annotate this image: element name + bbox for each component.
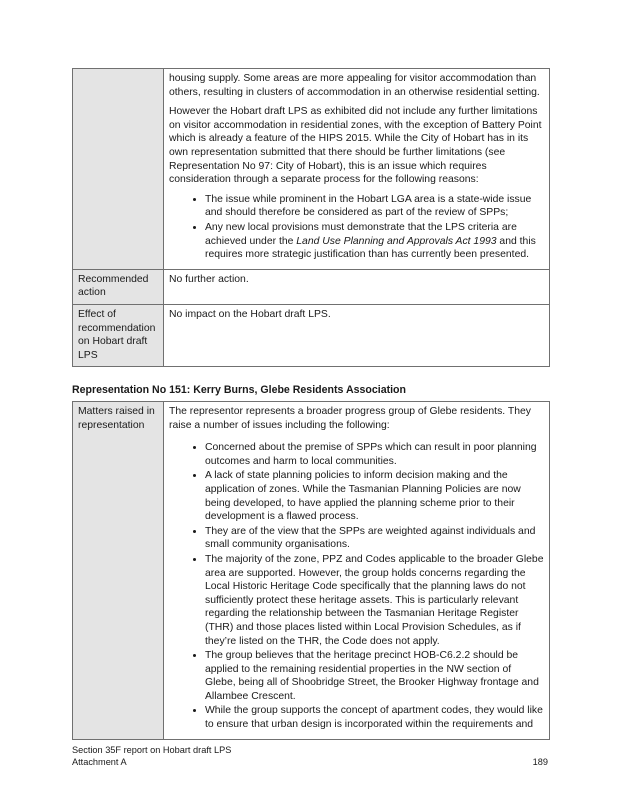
row-value: No impact on the Hobart draft LPS. bbox=[164, 304, 550, 366]
list-item: • Concerned about the premise of SPPs which can result in poor planning outcomes and harm to local communities. bbox=[205, 441, 544, 468]
discussion-cell bbox=[164, 69, 550, 270]
table-row bbox=[73, 304, 550, 366]
list-item: • They are of the view that the SPPs are weighted against individuals and small community organisations. bbox=[205, 525, 544, 552]
list-item: • The majority of the zone, PPZ and Codes applicable to the broader Glebe area are supported. However, the group holds concerns regarding the Local Historic Heritage Code specifically that the planning laws do not sufficiently protect these heritage assets. This is particularly relevant regarding the relationship between the Tasmanian Heritage Register (THR) and those places listed within Local Provision Schedules, as if they’re listed on the THR, the Code does not apply. bbox=[205, 553, 544, 648]
representation-151-table bbox=[72, 401, 550, 740]
paragraph: The representor represents a broader progress group of Glebe residents. They raise a number of issues including the following: bbox=[169, 406, 531, 431]
paragraph: housing supply. Some areas are more appealing for visitor accommodation than others, resulting in clusters of accommodation in an otherwise residential setting. bbox=[169, 73, 540, 98]
table-row bbox=[73, 269, 550, 304]
page-number: 189 bbox=[532, 757, 548, 767]
row-label: Recommended action bbox=[73, 269, 164, 304]
table-row bbox=[73, 402, 550, 740]
issues-list bbox=[169, 441, 544, 731]
list-item: • The issue while prominent in the Hobart LGA area is a state-wide issue and should therefore be considered as part of the review of SPPs; bbox=[205, 193, 544, 220]
act-title: Land Use Planning and Approvals Act 1993 bbox=[296, 235, 497, 247]
list-item: • While the group supports the concept of apartment codes, they would like to ensure that urban design is incorporated within the requirements and bbox=[205, 704, 544, 731]
section-title: Representation No 151: Kerry Burns, Glebe Residents Association bbox=[72, 384, 406, 396]
footer-report-title: Section 35F report on Hobart draft LPS bbox=[72, 745, 232, 755]
list-item: • A lack of state planning policies to inform decision making and the application of zones. While the Tasmanian Planning Policies are now being developed, to have applied the planning scheme prior to their development is a flawed process. bbox=[205, 469, 544, 523]
list-item-text: and this requires more strategic justification than has currently been presented. bbox=[205, 235, 536, 261]
list-item: • The group believes that the heritage precinct HOB-C6.2.2 should be applied to the remaining residential properties in the NW section of Glebe, being all of Shoobridge Street, the Brooker Highway frontage and Allambee Crescent. bbox=[205, 649, 544, 703]
row-value: No further action. bbox=[164, 269, 550, 304]
row-label: Effect of recommendation on Hobart draft LPS bbox=[73, 304, 164, 366]
list-item bbox=[205, 221, 544, 262]
paragraph: However the Hobart draft LPS as exhibited did not include any further limitations on visitor accommodation in residential zones, with the exception of Battery Point which is already a feature of the HIPS 2015. While the City of Hobart has in its own representation submitted that there should be further limitations (see Representation No 97: City of Hobart), this is an issue which requires consideration through a separate process for the following reasons: bbox=[169, 106, 542, 186]
empty-label-cell bbox=[73, 69, 164, 270]
footer bbox=[72, 744, 231, 768]
reasons-list bbox=[169, 193, 544, 262]
list-item-text: Any new local provisions must demonstrate that the LPS criteria are achieved under the bbox=[205, 221, 517, 247]
row-label: Matters raised in representation bbox=[73, 402, 164, 740]
matters-cell bbox=[164, 402, 550, 740]
footer-attachment: Attachment A bbox=[72, 757, 127, 767]
table-row bbox=[73, 69, 550, 270]
continued-representation-table bbox=[72, 68, 550, 367]
